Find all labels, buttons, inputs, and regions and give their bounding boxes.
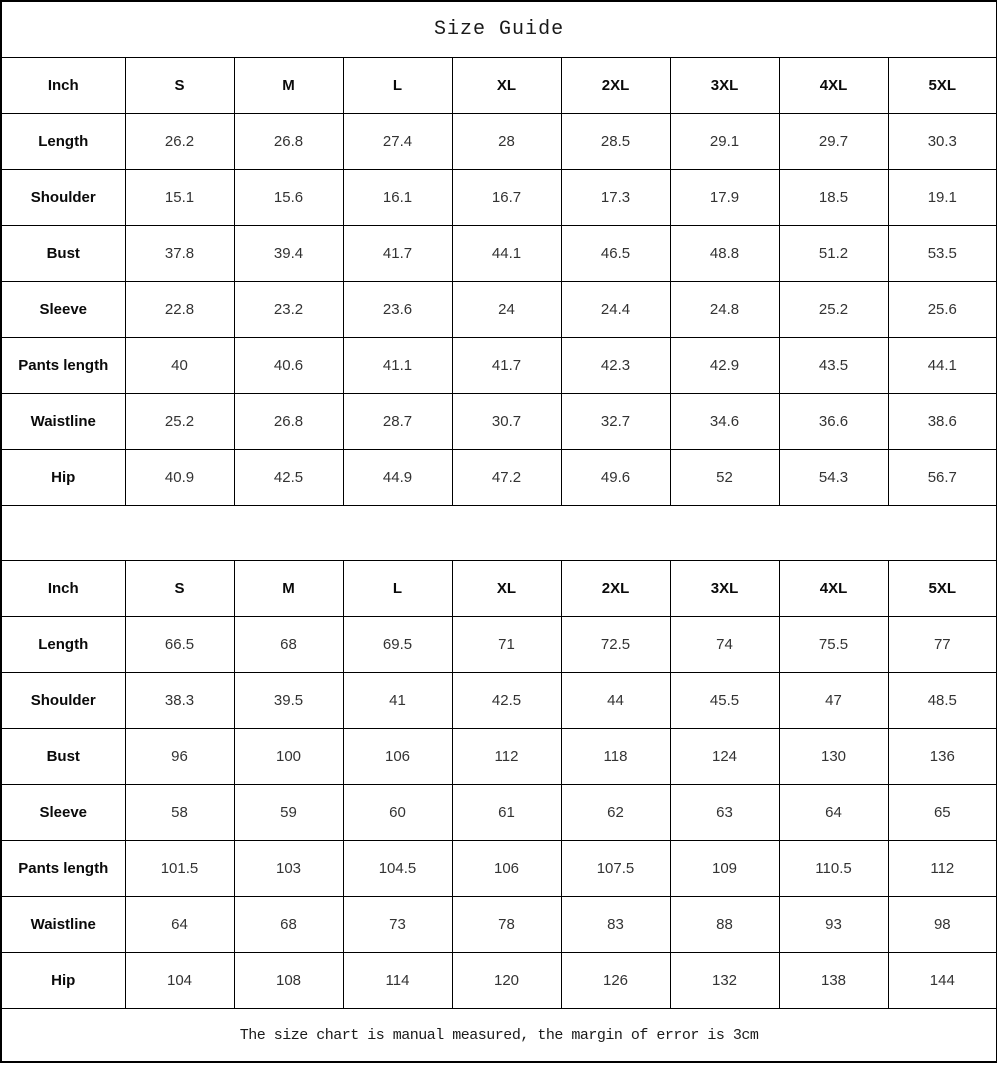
measurement-value-cell: 16.7 [452, 170, 561, 226]
measurement-value-cell: 98 [888, 897, 997, 953]
measurement-value-cell: 144 [888, 953, 997, 1009]
measurement-value-cell: 63 [670, 785, 779, 841]
measurement-value-cell: 64 [779, 785, 888, 841]
measurement-value-cell: 72.5 [561, 617, 670, 673]
measurement-value-cell: 42.5 [234, 450, 343, 506]
measurement-value-cell: 74 [670, 617, 779, 673]
measurement-value-cell: 28 [452, 114, 561, 170]
measurement-row [1, 953, 997, 1009]
measurement-value-cell: 23.6 [343, 282, 452, 338]
measurement-value-cell: 53.5 [888, 226, 997, 282]
measurement-value-cell: 71 [452, 617, 561, 673]
measurement-value-cell: 47 [779, 673, 888, 729]
measurement-label: Waistline [1, 394, 125, 450]
measurement-value-cell: 42.9 [670, 338, 779, 394]
inch-table-header-row [1, 58, 997, 114]
measurement-value-cell: 28.7 [343, 394, 452, 450]
measurement-value-cell: 109 [670, 841, 779, 897]
measurement-label: Shoulder [1, 170, 125, 226]
measurement-row [1, 841, 997, 897]
measurement-value-cell: 42.3 [561, 338, 670, 394]
measurement-value-cell: 24 [452, 282, 561, 338]
measurement-value-cell: 25.2 [125, 394, 234, 450]
measurement-value-cell: 120 [452, 953, 561, 1009]
measurement-value-cell: 15.6 [234, 170, 343, 226]
measurement-value-cell: 114 [343, 953, 452, 1009]
size-header-cell: 5XL [888, 58, 997, 114]
size-header-cell: M [234, 58, 343, 114]
size-header-cell: 4XL [779, 58, 888, 114]
size-header-cell: 2XL [561, 561, 670, 617]
size-header-cell: 3XL [670, 58, 779, 114]
size-header-cell: XL [452, 58, 561, 114]
measurement-value-cell: 26.2 [125, 114, 234, 170]
measurement-value-cell: 44.9 [343, 450, 452, 506]
measurement-value-cell: 19.1 [888, 170, 997, 226]
measurement-value-cell: 93 [779, 897, 888, 953]
measurement-value-cell: 96 [125, 729, 234, 785]
measurement-value-cell: 43.5 [779, 338, 888, 394]
measurement-value-cell: 38.3 [125, 673, 234, 729]
measurement-label: Hip [1, 450, 125, 506]
measurement-value-cell: 27.4 [343, 114, 452, 170]
measurement-row [1, 617, 997, 673]
measurement-value-cell: 49.6 [561, 450, 670, 506]
measurement-value-cell: 44.1 [452, 226, 561, 282]
measurement-value-cell: 64 [125, 897, 234, 953]
measurement-value-cell: 32.7 [561, 394, 670, 450]
size-header-cell: 5XL [888, 561, 997, 617]
measurement-value-cell: 124 [670, 729, 779, 785]
measurement-value-cell: 45.5 [670, 673, 779, 729]
footer-row [1, 1009, 997, 1063]
measurement-row [1, 673, 997, 729]
measurement-value-cell: 29.1 [670, 114, 779, 170]
measurement-value-cell: 38.6 [888, 394, 997, 450]
measurement-value-cell: 75.5 [779, 617, 888, 673]
title-row [1, 1, 997, 58]
measurement-value-cell: 28.5 [561, 114, 670, 170]
measurement-value-cell: 30.3 [888, 114, 997, 170]
measurement-value-cell: 48.5 [888, 673, 997, 729]
measurement-value-cell: 106 [343, 729, 452, 785]
size-header-cell: 3XL [670, 561, 779, 617]
measurement-value-cell: 17.9 [670, 170, 779, 226]
measurement-value-cell: 37.8 [125, 226, 234, 282]
measurement-value-cell: 26.8 [234, 114, 343, 170]
measurement-value-cell: 24.8 [670, 282, 779, 338]
measurement-value-cell: 77 [888, 617, 997, 673]
measurement-value-cell: 30.7 [452, 394, 561, 450]
measurement-value-cell: 24.4 [561, 282, 670, 338]
measurement-row [1, 897, 997, 953]
measurement-label: Shoulder [1, 673, 125, 729]
measurement-value-cell: 62 [561, 785, 670, 841]
measurement-value-cell: 39.5 [234, 673, 343, 729]
measurement-value-cell: 42.5 [452, 673, 561, 729]
measurement-value-cell: 69.5 [343, 617, 452, 673]
measurement-value-cell: 40.6 [234, 338, 343, 394]
measurement-value-cell: 101.5 [125, 841, 234, 897]
measurement-value-cell: 103 [234, 841, 343, 897]
measurement-label: Length [1, 114, 125, 170]
measurement-value-cell: 16.1 [343, 170, 452, 226]
measurement-value-cell: 104.5 [343, 841, 452, 897]
measurement-value-cell: 40 [125, 338, 234, 394]
measurement-row [1, 394, 997, 450]
size-header-cell: M [234, 561, 343, 617]
page-title: Size Guide [1, 1, 997, 58]
measurement-value-cell: 65 [888, 785, 997, 841]
measurement-value-cell: 110.5 [779, 841, 888, 897]
measurement-value-cell: 106 [452, 841, 561, 897]
measurement-label: Hip [1, 953, 125, 1009]
measurement-value-cell: 73 [343, 897, 452, 953]
measurement-value-cell: 132 [670, 953, 779, 1009]
measurement-label: Sleeve [1, 282, 125, 338]
measurement-value-cell: 48.8 [670, 226, 779, 282]
measurement-label: Pants length [1, 338, 125, 394]
size-header-cell: L [343, 561, 452, 617]
measurement-value-cell: 51.2 [779, 226, 888, 282]
measurement-value-cell: 39.4 [234, 226, 343, 282]
measurement-value-cell: 88 [670, 897, 779, 953]
size-header-cell: 4XL [779, 561, 888, 617]
measurement-value-cell: 41.1 [343, 338, 452, 394]
measurement-value-cell: 29.7 [779, 114, 888, 170]
measurement-value-cell: 40.9 [125, 450, 234, 506]
size-header-cell: S [125, 561, 234, 617]
measurement-row [1, 170, 997, 226]
measurement-row [1, 785, 997, 841]
size-header-cell: XL [452, 561, 561, 617]
measurement-label: Length [1, 617, 125, 673]
measurement-value-cell: 25.6 [888, 282, 997, 338]
spacer-cell [1, 506, 997, 561]
measurement-value-cell: 15.1 [125, 170, 234, 226]
measurement-value-cell: 41 [343, 673, 452, 729]
measurement-value-cell: 46.5 [561, 226, 670, 282]
measurement-value-cell: 56.7 [888, 450, 997, 506]
measurement-label: Pants length [1, 841, 125, 897]
measurement-value-cell: 136 [888, 729, 997, 785]
spacer-row [1, 506, 997, 561]
measurement-value-cell: 52 [670, 450, 779, 506]
measurement-label: Sleeve [1, 785, 125, 841]
measurement-value-cell: 68 [234, 897, 343, 953]
measurement-value-cell: 41.7 [452, 338, 561, 394]
measurement-value-cell: 83 [561, 897, 670, 953]
measurement-value-cell: 44 [561, 673, 670, 729]
measurement-value-cell: 47.2 [452, 450, 561, 506]
measurement-value-cell: 118 [561, 729, 670, 785]
measurement-value-cell: 17.3 [561, 170, 670, 226]
measurement-label: Waistline [1, 897, 125, 953]
measurement-value-cell: 44.1 [888, 338, 997, 394]
measurement-value-cell: 54.3 [779, 450, 888, 506]
measurement-value-cell: 36.6 [779, 394, 888, 450]
inch-table-body [1, 114, 997, 506]
measurement-value-cell: 26.8 [234, 394, 343, 450]
measurement-value-cell: 107.5 [561, 841, 670, 897]
measurement-value-cell: 34.6 [670, 394, 779, 450]
measurement-row [1, 450, 997, 506]
measurement-value-cell: 68 [234, 617, 343, 673]
size-header-cell: 2XL [561, 58, 670, 114]
measurement-value-cell: 100 [234, 729, 343, 785]
unit-header-cell: Inch [1, 58, 125, 114]
measurement-value-cell: 66.5 [125, 617, 234, 673]
measurement-value-cell: 18.5 [779, 170, 888, 226]
measurement-row [1, 338, 997, 394]
measurement-value-cell: 22.8 [125, 282, 234, 338]
unit-header-cell: Inch [1, 561, 125, 617]
measurement-row [1, 114, 997, 170]
measurement-value-cell: 58 [125, 785, 234, 841]
measurement-value-cell: 59 [234, 785, 343, 841]
measurement-value-cell: 104 [125, 953, 234, 1009]
measurement-row [1, 729, 997, 785]
measurement-value-cell: 78 [452, 897, 561, 953]
size-header-cell: S [125, 58, 234, 114]
measurement-value-cell: 130 [779, 729, 888, 785]
measurement-label: Bust [1, 226, 125, 282]
cm-table-body [1, 617, 997, 1009]
measurement-value-cell: 41.7 [343, 226, 452, 282]
measurement-row [1, 282, 997, 338]
measurement-value-cell: 61 [452, 785, 561, 841]
measurement-value-cell: 138 [779, 953, 888, 1009]
measurement-value-cell: 108 [234, 953, 343, 1009]
measurement-value-cell: 25.2 [779, 282, 888, 338]
measurement-value-cell: 112 [452, 729, 561, 785]
measurement-value-cell: 112 [888, 841, 997, 897]
measurement-value-cell: 126 [561, 953, 670, 1009]
measurement-label: Bust [1, 729, 125, 785]
cm-table-header-row [1, 561, 997, 617]
size-header-cell: L [343, 58, 452, 114]
measurement-value-cell: 60 [343, 785, 452, 841]
footer-note: The size chart is manual measured, the margin of error is 3cm [1, 1009, 997, 1063]
measurement-row [1, 226, 997, 282]
measurement-value-cell: 23.2 [234, 282, 343, 338]
